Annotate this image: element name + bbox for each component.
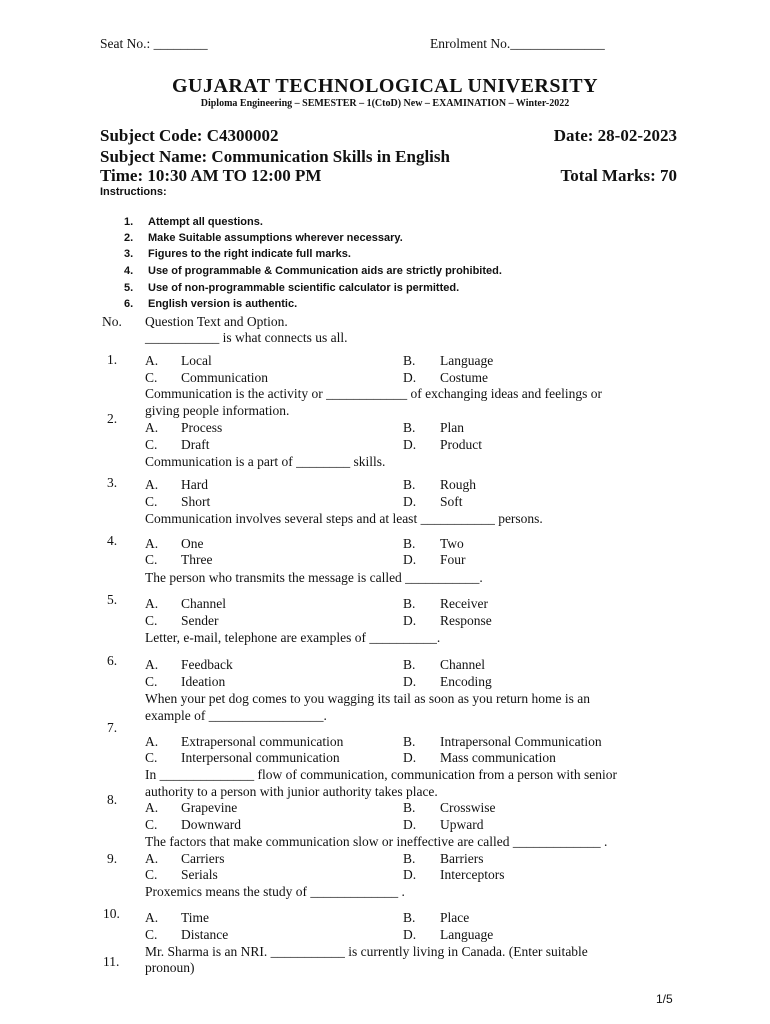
- enrolment-number: Enrolment No.______________: [430, 36, 605, 51]
- question-number: 4.: [107, 533, 118, 548]
- option-letter: A.: [145, 353, 159, 368]
- question-text: example of _________________.: [145, 708, 327, 723]
- option-a: Hard: [181, 477, 208, 492]
- option-letter: A.: [145, 420, 159, 435]
- question-text: ___________ is what connects us all.: [145, 330, 348, 345]
- option-d: Four: [440, 552, 466, 567]
- option-letter: C.: [145, 867, 158, 882]
- option-a: Time: [181, 910, 210, 925]
- option-c: Communication: [181, 370, 268, 385]
- option-letter: B.: [403, 734, 416, 749]
- option-letter: A.: [145, 910, 159, 925]
- option-c: Interpersonal communication: [181, 750, 340, 765]
- option-c: Serials: [181, 867, 218, 882]
- option-d: Costume: [440, 370, 489, 385]
- option-letter: D.: [403, 552, 417, 567]
- option-letter: B.: [403, 851, 416, 866]
- option-letter: C.: [145, 927, 158, 942]
- option-letter: D.: [403, 370, 417, 385]
- question-number: 2.: [107, 411, 118, 426]
- option-letter: D.: [403, 867, 417, 882]
- option-letter: C.: [145, 613, 158, 628]
- option-letter: D.: [403, 613, 417, 628]
- instructions-heading: Instructions:: [100, 186, 167, 198]
- option-a: Feedback: [181, 657, 233, 672]
- total-marks: Total Marks: 70: [560, 166, 677, 185]
- option-letter: A.: [145, 657, 159, 672]
- exam-date: Date: 28-02-2023: [553, 126, 677, 145]
- question-text: The factors that make communication slow or ineffective are called _____________ .: [145, 834, 608, 849]
- option-letter: A.: [145, 851, 159, 866]
- option-d: Mass communication: [440, 750, 556, 765]
- option-letter: B.: [403, 353, 416, 368]
- subject-code: Subject Code: C4300002: [100, 126, 279, 145]
- question-number: 6.: [107, 653, 118, 668]
- question-text: Proxemics means the study of _____________ .: [145, 884, 405, 899]
- option-letter: B.: [403, 910, 416, 925]
- exam-line: Diploma Engineering – SEMESTER – 1(CtoD) New – EXAMINATION – Winter-2022: [200, 98, 570, 109]
- question-text: Communication is the activity or ____________ of exchanging ideas and feelings or: [145, 386, 603, 401]
- option-c: Distance: [181, 927, 229, 942]
- option-b: Receiver: [440, 596, 488, 611]
- option-b: Channel: [440, 657, 485, 672]
- instruction-text: Figures to the right indicate full marks.: [148, 248, 351, 260]
- instruction-number: 1.: [124, 216, 134, 228]
- instruction-text: Use of programmable & Communication aids are strictly prohibited.: [148, 265, 502, 277]
- question-text: The person who transmits the message is called ___________.: [145, 570, 483, 585]
- instruction-number: 4.: [124, 265, 134, 277]
- option-b: Two: [440, 536, 464, 551]
- option-letter: C.: [145, 817, 158, 832]
- option-letter: B.: [403, 800, 416, 815]
- option-letter: D.: [403, 494, 417, 509]
- page-number: 1/5: [656, 992, 673, 1006]
- option-letter: D.: [403, 674, 417, 689]
- option-d: Interceptors: [440, 867, 505, 882]
- question-text: Communication is a part of ________ skills.: [145, 454, 386, 469]
- option-letter: A.: [145, 477, 159, 492]
- subject-name: Subject Name: Communication Skills in English: [100, 147, 450, 166]
- option-d: Language: [440, 927, 494, 942]
- option-letter: C.: [145, 437, 158, 452]
- exam-time: Time: 10:30 AM TO 12:00 PM: [100, 166, 322, 185]
- instruction-text: Use of non-programmable scientific calculator is permitted.: [148, 282, 460, 294]
- question-number: 10.: [103, 906, 120, 921]
- option-a: Process: [181, 420, 223, 435]
- instruction-text: Make Suitable assumptions wherever necessary.: [148, 232, 403, 244]
- option-b: Intrapersonal Communication: [440, 734, 602, 749]
- option-d: Encoding: [440, 674, 492, 689]
- option-letter: C.: [145, 750, 158, 765]
- question-number: 9.: [107, 851, 118, 866]
- instruction-text: English version is authentic.: [148, 298, 298, 310]
- option-letter: B.: [403, 420, 416, 435]
- university-title: GUJARAT TECHNOLOGICAL UNIVERSITY: [171, 75, 599, 97]
- question-text: Mr. Sharma is an NRI. ___________ is currently living in Canada. (Enter suitable: [145, 944, 588, 959]
- option-letter: A.: [145, 536, 159, 551]
- question-text: pronoun): [145, 960, 195, 975]
- option-letter: D.: [403, 927, 417, 942]
- option-c: Sender: [181, 613, 219, 628]
- option-letter: D.: [403, 750, 417, 765]
- option-b: Plan: [440, 420, 465, 435]
- question-text: Letter, e-mail, telephone are examples of __________.: [145, 630, 441, 645]
- table-header-no: No.: [102, 314, 122, 329]
- option-letter: A.: [145, 734, 159, 749]
- option-a: Extrapersonal communication: [181, 734, 344, 749]
- option-b: Language: [440, 353, 494, 368]
- table-header-text: Question Text and Option.: [145, 314, 288, 329]
- option-c: Downward: [181, 817, 241, 832]
- question-number: 5.: [107, 592, 118, 607]
- option-d: Upward: [440, 817, 484, 832]
- option-letter: D.: [403, 437, 417, 452]
- question-number: 11.: [103, 954, 120, 969]
- option-d: Soft: [440, 494, 463, 509]
- option-d: Response: [440, 613, 492, 628]
- question-text: When your pet dog comes to you wagging its tail as soon as you return home is an: [145, 691, 591, 706]
- option-letter: D.: [403, 817, 417, 832]
- instruction-number: 2.: [124, 232, 134, 244]
- instruction-number: 6.: [124, 298, 134, 310]
- option-letter: C.: [145, 494, 158, 509]
- question-text: In ______________ flow of communication, communication from a person with senior: [145, 767, 618, 782]
- option-letter: B.: [403, 536, 416, 551]
- question-text: Communication involves several steps and at least ___________ persons.: [145, 511, 543, 526]
- option-c: Ideation: [181, 674, 226, 689]
- question-number: 3.: [107, 475, 118, 490]
- option-a: One: [181, 536, 204, 551]
- option-a: Carriers: [181, 851, 225, 866]
- question-number: 7.: [107, 720, 118, 735]
- option-a: Grapevine: [181, 800, 238, 815]
- seat-number: Seat No.: ________: [100, 36, 208, 51]
- instruction-number: 5.: [124, 282, 134, 294]
- option-a: Channel: [181, 596, 226, 611]
- option-c: Draft: [181, 437, 210, 452]
- option-letter: A.: [145, 596, 159, 611]
- option-c: Short: [181, 494, 211, 509]
- question-number: 8.: [107, 792, 118, 807]
- option-letter: C.: [145, 674, 158, 689]
- option-letter: C.: [145, 370, 158, 385]
- question-text: authority to a person with junior authority takes place.: [145, 784, 438, 799]
- question-text: giving people information.: [145, 403, 290, 418]
- option-letter: B.: [403, 596, 416, 611]
- option-a: Local: [181, 353, 212, 368]
- question-number: 1.: [107, 352, 118, 367]
- option-c: Three: [181, 552, 213, 567]
- option-letter: B.: [403, 477, 416, 492]
- option-b: Rough: [440, 477, 477, 492]
- option-b: Place: [440, 910, 470, 925]
- option-letter: B.: [403, 657, 416, 672]
- option-letter: C.: [145, 552, 158, 567]
- option-b: Crosswise: [440, 800, 496, 815]
- option-d: Product: [440, 437, 482, 452]
- option-b: Barriers: [440, 851, 484, 866]
- option-letter: A.: [145, 800, 159, 815]
- instruction-text: Attempt all questions.: [148, 216, 263, 228]
- instruction-number: 3.: [124, 248, 134, 260]
